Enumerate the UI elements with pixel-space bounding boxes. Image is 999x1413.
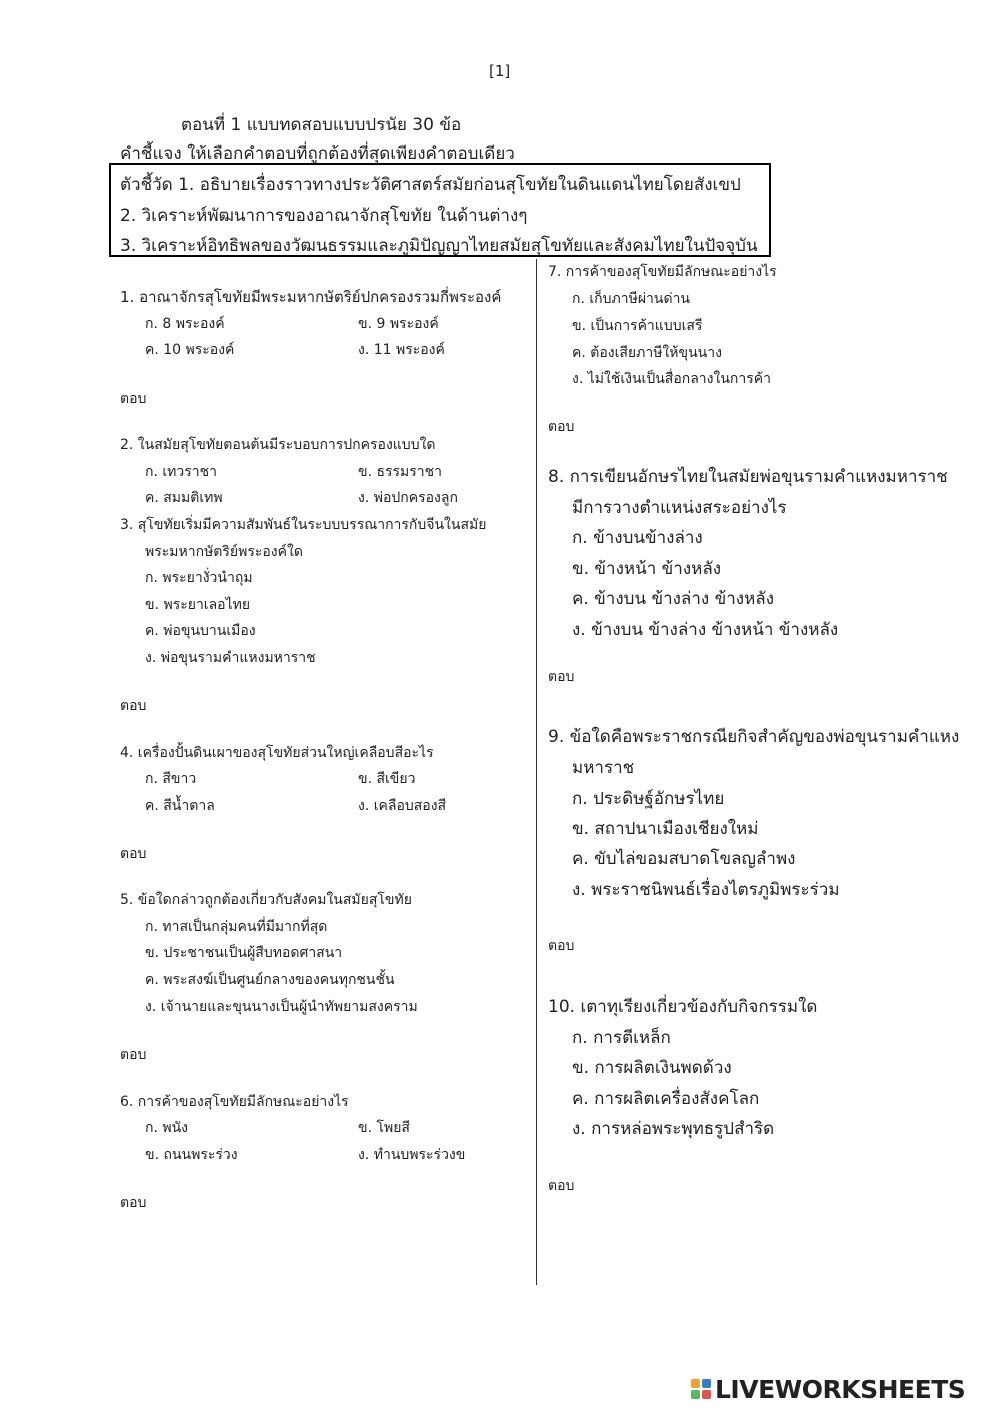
indicator-2: 2. วิเคราะห์พัฒนาการของอาณาจักสุโขทัย ในด้านต่างๆ <box>120 206 528 226</box>
question-8-line-1: 8. การเขียนอักษรไทยในสมัยพ่อขุนรามคำแหงมหาราช <box>548 467 948 487</box>
logo-text: LIVEWORKSHEETS <box>715 1374 966 1404</box>
q4-answer-label[interactable]: ตอบ <box>120 846 147 862</box>
q7-option-d[interactable]: ง. ไม่ใช้เงินเป็นสื่อกลางในการค้า <box>572 371 771 387</box>
q2-option-d[interactable]: ง. พ่อปกครองลูก <box>358 490 458 506</box>
question-10: 10. เตาทุเรียงเกี่ยวข้องกับกิจกรรมใด <box>548 997 818 1017</box>
indicator-3: 3. วิเคราะห์อิทธิพลของวัฒนธรรมและภูมิปัญญาไทยสมัยสุโขทัยและสังคมไทยในปัจจุบัน <box>120 236 758 256</box>
instruction: คำชี้แจง ให้เลือกคำตอบที่ถูกต้องที่สุดเพียงคำตอบเดียว <box>120 144 515 164</box>
q3-option-a[interactable]: ก. พระยางั่วนำถุม <box>145 570 253 586</box>
q1-option-d[interactable]: ง. 11 พระองค์ <box>358 342 445 358</box>
q8-answer-label[interactable]: ตอบ <box>548 669 575 685</box>
logo-mark-icon <box>691 1379 711 1399</box>
liveworksheets-logo[interactable] <box>691 1374 965 1404</box>
question-1: 1. อาณาจักรสุโขทัยมีพระมหากษัตริย์ปกครองรวมกี่พระองค์ <box>120 288 502 306</box>
q9-answer-label[interactable]: ตอบ <box>548 938 575 954</box>
question-5: 5. ข้อใดกล่าวถูกต้องเกี่ยวกับสังคมในสมัยสุโขทัย <box>120 892 412 908</box>
question-4: 4. เครื่องปั้นดินเผาของสุโขทัยส่วนใหญ่เคลือบสีอะไร <box>120 745 434 761</box>
q2-option-b[interactable]: ข. ธรรมราชา <box>358 464 443 480</box>
q6-option-a[interactable]: ก. พนัง <box>145 1120 189 1136</box>
question-6: 6. การค้าของสุโขทัยมีลักษณะอย่างไร <box>120 1094 349 1110</box>
q9-option-b[interactable]: ข. สถาปนาเมืองเชียงใหม่ <box>572 819 759 839</box>
q10-option-d[interactable]: ง. การหล่อพระพุทธรูปสำริด <box>572 1119 775 1139</box>
q8-option-d[interactable]: ง. ข้างบน ข้างล่าง ข้างหน้า ข้างหลัง <box>572 620 839 640</box>
q7-answer-label[interactable]: ตอบ <box>548 419 575 435</box>
q6-option-b[interactable]: ข. โพยสี <box>358 1120 410 1136</box>
question-3-line-2: พระมหากษัตริย์พระองค์ใด <box>145 544 303 560</box>
q6-option-d[interactable]: ง. ทำนบพระร่วงข <box>358 1147 466 1163</box>
question-3-line-1: 3. สุโขทัยเริ่มมีความสัมพันธ์ในระบบบรรณาการกับจีนในสมัย <box>120 517 487 533</box>
q4-option-c[interactable]: ค. สีน้ำตาล <box>145 798 215 814</box>
question-7: 7. การค้าของสุโขทัยมีลักษณะอย่างไร <box>548 264 777 280</box>
q3-option-d[interactable]: ง. พ่อขุนรามคำแหงมหาราช <box>145 650 316 666</box>
page-number: [1] <box>489 62 511 80</box>
q9-option-c[interactable]: ค. ขับไล่ขอมสบาดโขลญลำพง <box>572 849 796 869</box>
q9-option-a[interactable]: ก. ประดิษฐ์อักษรไทย <box>572 789 725 809</box>
q7-option-a[interactable]: ก. เก็บภาษีผ่านด่าน <box>572 291 691 307</box>
q4-option-a[interactable]: ก. สีขาว <box>145 771 197 787</box>
q10-option-b[interactable]: ข. การผลิตเงินพดด้วง <box>572 1058 732 1078</box>
question-9-line-2: มหาราช <box>572 758 635 778</box>
q10-answer-label[interactable]: ตอบ <box>548 1178 575 1194</box>
q3-answer-label[interactable]: ตอบ <box>120 698 147 714</box>
q1-option-b[interactable]: ข. 9 พระองค์ <box>358 316 439 332</box>
q8-option-c[interactable]: ค. ข้างบน ข้างล่าง ข้างหลัง <box>572 589 774 609</box>
q9-option-d[interactable]: ง. พระราชนิพนธ์เรื่องไตรภูมิพระร่วม <box>572 880 840 900</box>
q4-option-b[interactable]: ข. สีเขียว <box>358 771 416 787</box>
q10-option-c[interactable]: ค. การผลิตเครื่องสังคโลก <box>572 1089 760 1109</box>
q3-option-b[interactable]: ข. พระยาเลอไทย <box>145 597 251 613</box>
q5-option-b[interactable]: ข. ประชาชนเป็นผู้สืบทอดศาสนา <box>145 945 343 961</box>
column-divider <box>536 259 537 1285</box>
q3-option-c[interactable]: ค. พ่อขุนบานเมือง <box>145 623 256 639</box>
q1-answer-label[interactable]: ตอบ <box>120 391 147 407</box>
q10-option-a[interactable]: ก. การตีเหล็ก <box>572 1028 671 1048</box>
q6-option-c[interactable]: ข. ถนนพระร่วง <box>145 1147 238 1163</box>
q8-option-b[interactable]: ข. ข้างหน้า ข้างหลัง <box>572 559 722 579</box>
q1-option-a[interactable]: ก. 8 พระองค์ <box>145 316 225 332</box>
question-8-line-2: มีการวางตำแหน่งสระอย่างไร <box>572 498 787 518</box>
q5-option-c[interactable]: ค. พระสงฆ์เป็นศูนย์กลางของคนทุกชนชั้น <box>145 972 395 988</box>
question-2: 2. ในสมัยสุโขทัยตอนต้นมีระบอบการปกครองแบบใด <box>120 437 436 453</box>
indicator-1: ตัวชี้วัด 1. อธิบายเรื่องราวทางประวัติศาสตร์สมัยก่อนสุโขทัยในดินแดนไทยโดยสังเขป <box>120 175 741 195</box>
q5-option-a[interactable]: ก. ทาสเป็นกลุ่มคนที่มีมากที่สุด <box>145 919 328 935</box>
q8-option-a[interactable]: ก. ข้างบนข้างล่าง <box>572 528 703 548</box>
q4-option-d[interactable]: ง. เคลือบสองสี <box>358 798 447 814</box>
q1-option-c[interactable]: ค. 10 พระองค์ <box>145 342 235 358</box>
q2-option-a[interactable]: ก. เทวราชา <box>145 464 217 480</box>
part-title: ตอนที่ 1 แบบทดสอบแบบปรนัย 30 ข้อ <box>181 115 462 135</box>
q7-option-c[interactable]: ค. ต้องเสียภาษีให้ขุนนาง <box>572 345 722 361</box>
q7-option-b[interactable]: ข. เป็นการค้าแบบเสรี <box>572 318 703 334</box>
q5-answer-label[interactable]: ตอบ <box>120 1047 147 1063</box>
q2-option-c[interactable]: ค. สมมติเทพ <box>145 490 223 506</box>
question-9-line-1: 9. ข้อใดคือพระราชกรณียกิจสำคัญของพ่อขุนรามคำแหง <box>548 727 960 747</box>
q5-option-d[interactable]: ง. เจ้านายและขุนนางเป็นผู้นำทัพยามสงคราม <box>145 999 418 1015</box>
q6-answer-label[interactable]: ตอบ <box>120 1195 147 1211</box>
